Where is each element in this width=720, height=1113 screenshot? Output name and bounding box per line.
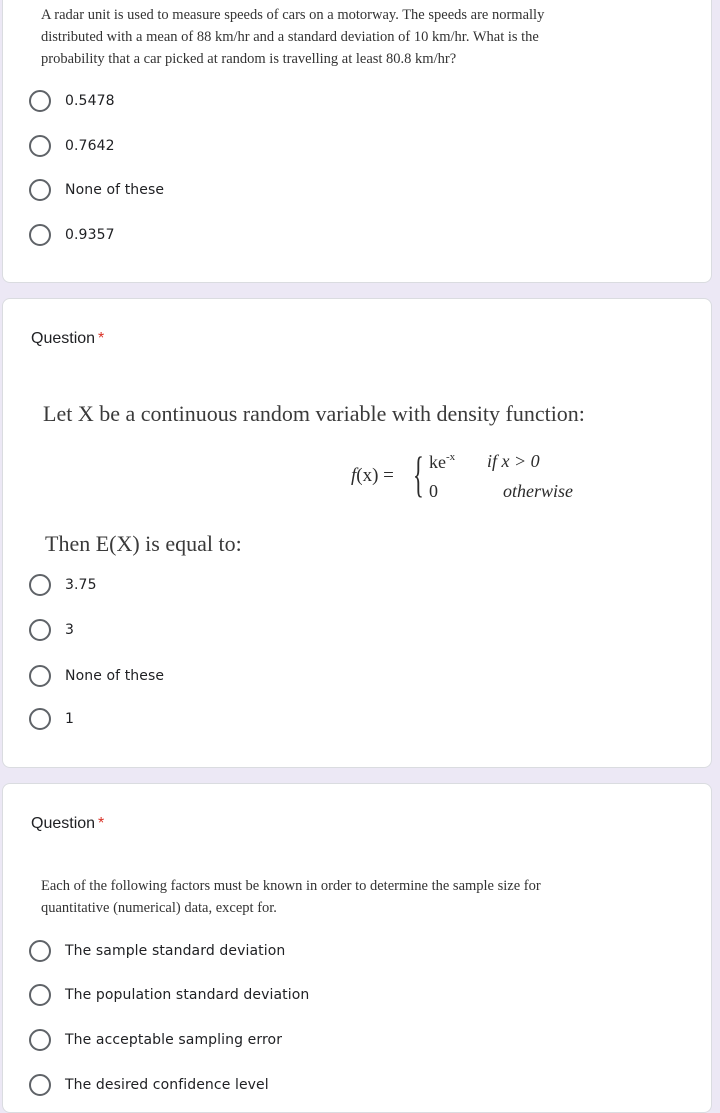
option-label: 3 (65, 622, 75, 638)
option-label: 0.9357 (65, 227, 115, 243)
option-label: 1 (65, 711, 75, 727)
question-text (41, 875, 701, 919)
option-radio[interactable] (29, 572, 97, 598)
option-radio[interactable] (29, 88, 115, 114)
question-text (41, 4, 701, 70)
radio-button[interactable] (29, 574, 51, 596)
question-label (31, 330, 104, 348)
radio-button[interactable] (29, 940, 51, 962)
option-label: The population standard deviation (65, 987, 310, 1003)
formula-brace: { (413, 446, 424, 502)
formula-function-name: f (351, 465, 357, 486)
radio-button[interactable] (29, 1029, 51, 1051)
option-label: 3.75 (65, 577, 97, 593)
option-radio[interactable] (29, 222, 115, 248)
option-label: The desired confidence level (65, 1077, 269, 1093)
option-radio[interactable] (29, 938, 285, 964)
formula-lhs (351, 465, 394, 487)
formula-case1-expr: ke (429, 452, 446, 472)
formula-argument: (x) = (356, 465, 394, 486)
question-text-line: probability that a car picked at random is travelling at least 80.8 km/hr? (41, 51, 457, 67)
radio-button[interactable] (29, 90, 51, 112)
radio-button[interactable] (29, 135, 51, 157)
question-card-2 (2, 298, 712, 768)
formula-case2-condition: otherwise (503, 481, 573, 501)
question-label-text: Question (31, 330, 96, 347)
radio-button[interactable] (29, 665, 51, 687)
question-intro: Let X be a continuous random variable with density function: (43, 401, 585, 426)
option-radio[interactable] (29, 982, 309, 1008)
formula-case1-condition: if x > 0 (487, 451, 540, 471)
question-card-3 (2, 783, 712, 1113)
required-asterisk: * (98, 815, 105, 832)
option-label: The acceptable sampling error (65, 1032, 283, 1048)
option-radio[interactable] (29, 706, 74, 732)
option-radio[interactable] (29, 133, 115, 159)
option-label: None of these (65, 182, 165, 198)
question-text-line: Each of the following factors must be known in order to determine the sample size for (41, 878, 541, 894)
formula-exponent: -x (446, 451, 456, 463)
formula-case2-expr: 0 (429, 481, 438, 501)
option-label: 0.7642 (65, 138, 115, 154)
radio-button[interactable] (29, 179, 51, 201)
question-text-line: distributed with a mean of 88 km/hr and a standard deviation of 10 km/hr. What is the (41, 29, 539, 45)
density-formula (351, 447, 611, 507)
question-text-line: quantitative (numerical) data, except for. (41, 900, 277, 916)
formula-case1 (429, 451, 455, 473)
question-card-1 (2, 0, 712, 283)
question-prompt: Then E(X) is equal to: (45, 531, 242, 556)
option-radio[interactable] (29, 617, 74, 643)
option-radio[interactable] (29, 663, 164, 689)
radio-button[interactable] (29, 619, 51, 641)
question-label (31, 815, 104, 833)
radio-button[interactable] (29, 708, 51, 730)
radio-button[interactable] (29, 984, 51, 1006)
option-label: The sample standard deviation (65, 943, 286, 959)
radio-button[interactable] (29, 224, 51, 246)
question-label-text: Question (31, 815, 96, 832)
option-label: None of these (65, 668, 165, 684)
option-radio[interactable] (29, 1027, 282, 1053)
option-label: 0.5478 (65, 93, 115, 109)
question-text-line: A radar unit is used to measure speeds of cars on a motorway. The speeds are normally (41, 7, 545, 23)
option-radio[interactable] (29, 1072, 269, 1098)
option-radio[interactable] (29, 177, 164, 203)
required-asterisk: * (98, 330, 105, 347)
